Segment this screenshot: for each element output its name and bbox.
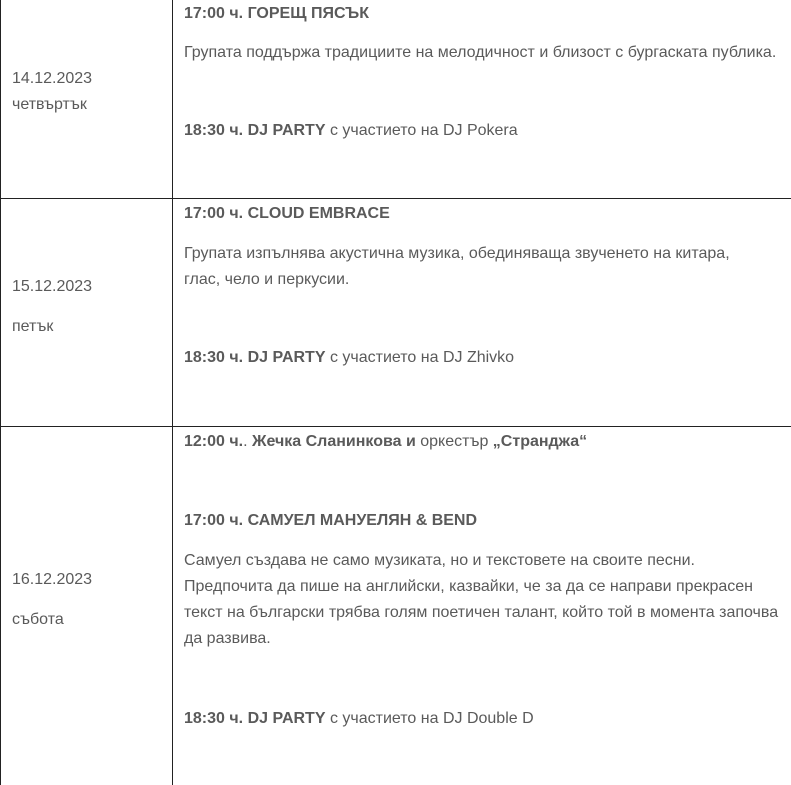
ensemble-name: „Странджа“ [492, 433, 588, 450]
separator: . [243, 433, 248, 450]
program-entry [184, 201, 784, 227]
event-title: DJ PARTY [247, 349, 326, 366]
event-date: 15.12.2023 [12, 278, 93, 295]
date-cell [12, 274, 92, 340]
table-column-divider [172, 0, 173, 785]
event-time: 17:00 ч. [184, 5, 244, 22]
event-time: 18:30 ч. [184, 349, 244, 366]
event-time: 18:30 ч. [184, 122, 244, 139]
table-left-border [0, 0, 1, 785]
event-date: 14.12.2023 [12, 70, 93, 87]
performer-name: Жечка Сланинкова и [252, 433, 416, 450]
event-time: 17:00 ч. [184, 205, 244, 222]
event-title: DJ PARTY [247, 710, 326, 727]
event-weekday: събота [12, 611, 64, 628]
event-time: 12:00 ч. [184, 433, 244, 450]
event-weekday: петък [12, 318, 54, 335]
event-date: 16.12.2023 [12, 571, 93, 588]
event-title: CLOUD EMBRACE [247, 205, 390, 222]
program-entry [184, 706, 784, 732]
event-subtitle: с участието на DJ Pokera [329, 122, 518, 139]
program-entry [184, 118, 784, 144]
event-time: 17:00 ч. [184, 512, 244, 529]
event-subtitle: с участието на DJ Double D [329, 710, 534, 727]
row-divider [0, 198, 791, 199]
event-subtitle: с участието на DJ Zhivko [329, 349, 515, 366]
date-cell [12, 66, 92, 118]
event-title: ГОРЕЩ ПЯСЪК [247, 5, 369, 22]
program-entry [184, 1, 784, 27]
event-title: DJ PARTY [247, 122, 326, 139]
date-cell [12, 567, 92, 633]
program-entry [184, 508, 784, 534]
event-time: 18:30 ч. [184, 710, 244, 727]
row-divider [0, 426, 791, 427]
event-description: Групата изпълнява акустична музика, обединяваща звученето на китара, глас, чело и перкусии. [184, 245, 730, 288]
event-weekday: четвъртък [12, 96, 87, 113]
event-title: САМУЕЛ МАНУЕЛЯН & BEND [247, 512, 478, 529]
event-description: Самуел създава не само музиката, но и текстовете на своите песни. Предпочита да пише на английски, казвайки, че за да се направи прекрасен текст на български трябва голям поетичен талант, който той в момента започва да развива. [184, 552, 779, 647]
program-entry [184, 345, 784, 371]
event-description: Групата поддържа традициите на мелодичност и близост с бургаската публика. [184, 44, 777, 61]
program-entry [184, 429, 784, 455]
ensemble-label: оркестър [420, 433, 489, 450]
